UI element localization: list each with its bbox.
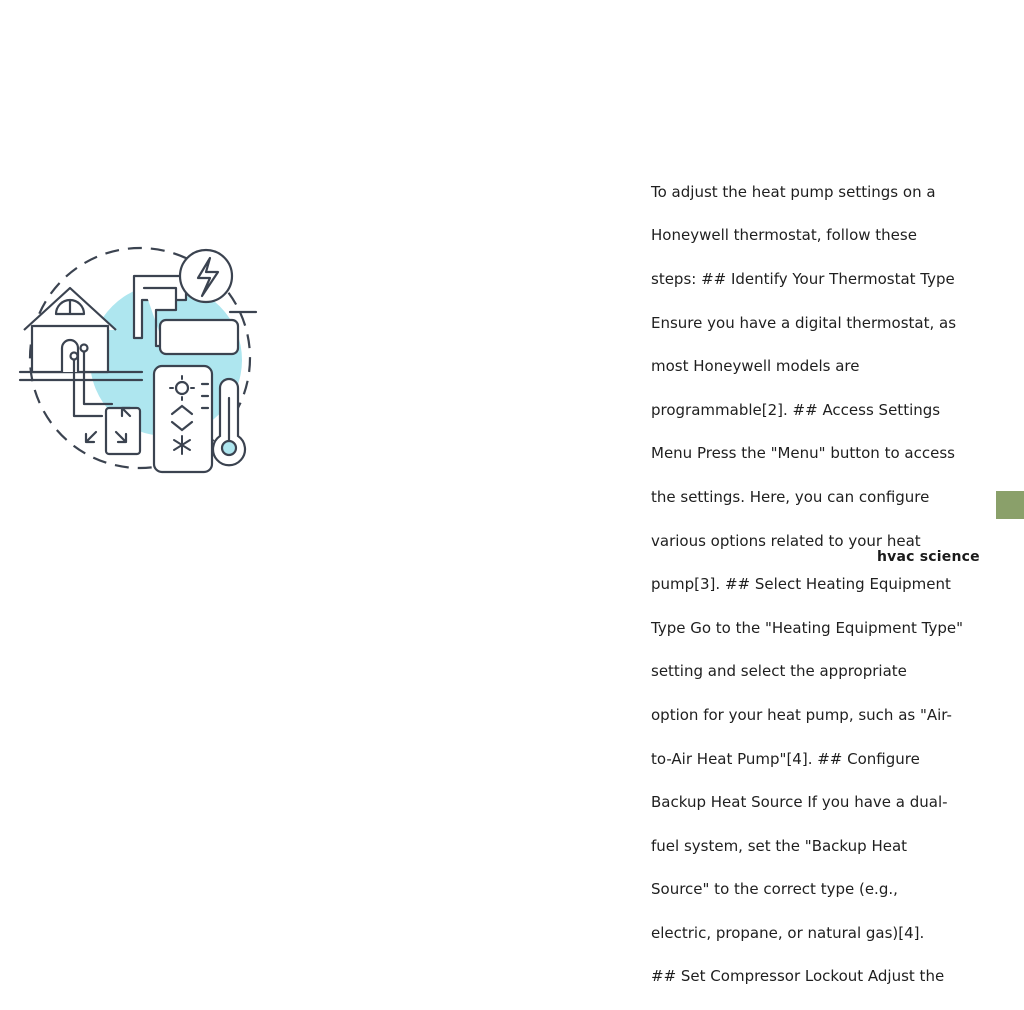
article-line: option for your heat pump, such as "Air- xyxy=(651,705,952,724)
accent-block xyxy=(996,491,1024,519)
article-line: Source" to the correct type (e.g., xyxy=(651,880,898,899)
article-line: programmable[2]. ## Access Settings xyxy=(651,400,941,419)
smart-home-heat-pump-illustration xyxy=(16,240,268,480)
article-text xyxy=(651,160,981,986)
article-line: setting and select the appropriate xyxy=(651,662,907,681)
article-line: Menu Press the "Menu" button to access xyxy=(651,444,955,463)
article-line: Backup Heat Source If you have a dual- xyxy=(651,793,948,812)
article-line: to-Air Heat Pump"[4]. ## Configure xyxy=(651,749,920,768)
site-watermark: hvac science xyxy=(877,549,980,565)
article-line: Honeywell thermostat, follow these xyxy=(651,226,917,245)
article-line: the settings. Here, you can configure xyxy=(651,487,930,506)
thermostat-remote-icon xyxy=(154,366,212,472)
article-line: fuel system, set the "Backup Heat xyxy=(651,836,908,855)
article-line: To adjust the heat pump settings on a xyxy=(651,182,936,201)
article-line: steps: ## Identify Your Thermostat Type xyxy=(651,269,955,288)
article-line: Type Go to the "Heating Equipment Type" xyxy=(651,618,963,637)
article-line: various options related to your heat xyxy=(651,531,921,550)
article-line: ## Set Compressor Lockout Adjust the xyxy=(651,967,945,986)
article-line: Ensure you have a digital thermostat, as xyxy=(651,313,957,332)
article-line: most Honeywell models are xyxy=(651,357,860,376)
house-icon xyxy=(24,288,116,372)
article-line: electric, propane, or natural gas)[4]. xyxy=(651,923,925,942)
article-line: pump[3]. ## Select Heating Equipment xyxy=(651,575,951,594)
